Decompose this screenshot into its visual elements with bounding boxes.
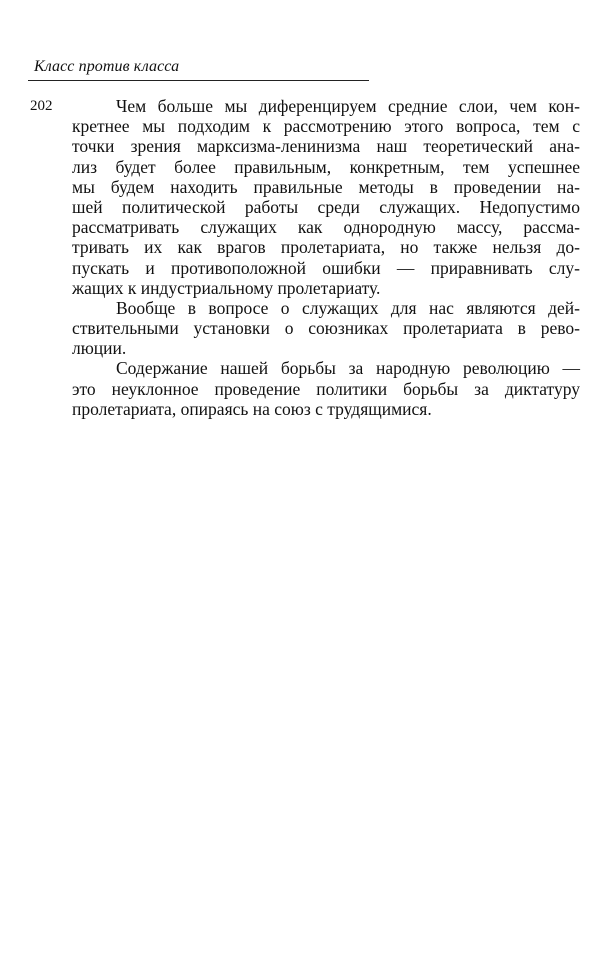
text-line: лиз будет более правильным, конкретным, тем успешнее bbox=[72, 156, 580, 177]
running-head: Класс против класса bbox=[34, 58, 180, 75]
text-line: пролетариата, опираясь на союз с трудящимися. bbox=[72, 398, 432, 419]
paragraph-1 bbox=[72, 96, 580, 298]
text-line: шей политической работы среди служащих. Недопустимо bbox=[72, 196, 580, 217]
text-line: Содержание нашей борьбы за народную революцию — bbox=[116, 358, 580, 379]
text-line: кретнее мы подходим к рассмотрению этого вопроса, тем с bbox=[72, 116, 580, 137]
text-line: люции. bbox=[72, 338, 127, 359]
text-line: мы будем находить правильные методы в проведении на- bbox=[72, 176, 580, 197]
text-line: точки зрения марксизма-ленинизма наш теоретический ана- bbox=[72, 136, 580, 157]
text-line: тривать их как врагов пролетариата, но также нельзя до- bbox=[72, 237, 580, 258]
body-text bbox=[72, 96, 580, 419]
paragraph-2 bbox=[72, 298, 580, 359]
text-line: жащих к индустриальному пролетариату. bbox=[72, 277, 381, 298]
paragraph-3 bbox=[72, 358, 580, 419]
page-number: 202 bbox=[30, 98, 53, 114]
text-line: ствительными установки о союзниках пролетариата в рево- bbox=[72, 318, 580, 339]
text-line: пускать и противоположной ошибки — приравнивать слу- bbox=[72, 257, 580, 278]
text-line: Чем больше мы диференцируем средние слои, чем кон- bbox=[116, 96, 580, 116]
text-line: рассматривать служащих как однородную массу, рассма- bbox=[72, 217, 580, 238]
header-rule bbox=[28, 80, 369, 81]
text-line: это неуклонное проведение политики борьбы за диктатуру bbox=[72, 378, 580, 399]
text-line: Вообще в вопросе о служащих для нас являются дей- bbox=[116, 297, 580, 318]
